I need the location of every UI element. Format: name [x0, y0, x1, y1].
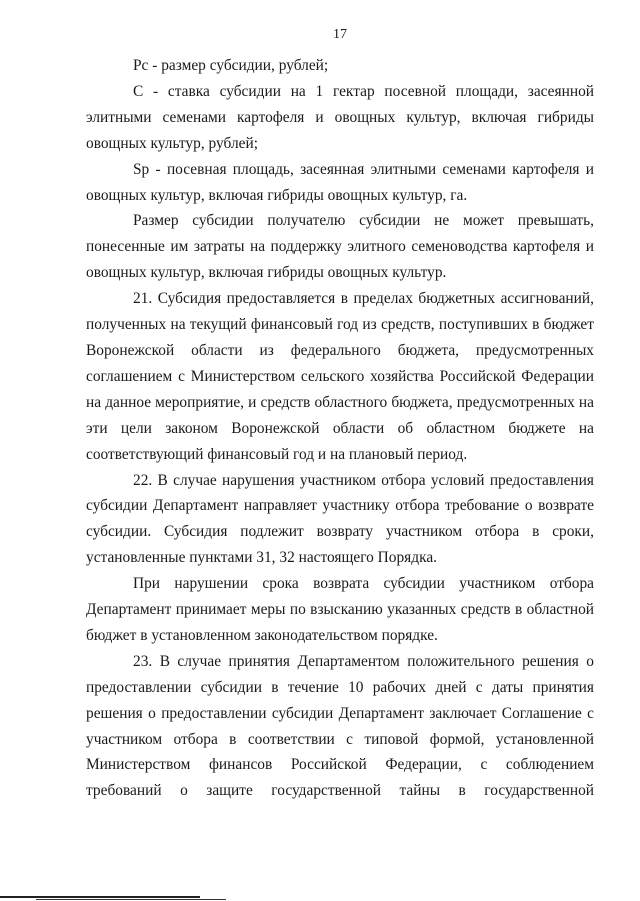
paragraph-subsidy-size-definition: Рс - размер субсидии, рублей; [133, 57, 329, 74]
paragraph-return-violation: При нарушении срока возврата субсидии участником отбора Департамент принимает меры по взысканию указанных средств в областной бюджет в установленном законодательством порядке. [86, 575, 594, 644]
paragraph-clause-23: 23. В случае принятия Департаментом положительного решения о предоставлении субсидии в течение 10 рабочих дней с даты принятия решения о предоставлении субсидии Департамент заключает Соглашение с участником отбора в соответствии с типовой формой, установленной Министерством финансов Российской Федерации, с соблюдением требований о защите государственной тайны в государственной [86, 652, 594, 800]
paragraph-sown-area-definition: Sp - посевная площадь, засеянная элитными семенами картофеля и овощных культур, включая гибриды овощных культур, га. [86, 160, 594, 204]
paragraph-clause-22: 22. В случае нарушения участником отбора условий предоставления субсидии Департамент направляет участнику отбора требование о возврате субсидии. Субсидия подлежит возврату участником отбора в сроки, установленные пунктами 31, 32 настоящего Порядка. [86, 471, 594, 567]
document-body [86, 53, 594, 804]
paragraph-subsidy-limit: Размер субсидии получателю субсидии не может превышать, понесенные им затраты на поддержку элитного семеноводства картофеля и овощных культур, включая гибриды овощных культур. [86, 212, 594, 282]
bottom-scan-rule-secondary [36, 899, 226, 900]
paragraph-clause-21: 21. Субсидия предоставляется в пределах бюджетных ассигнований, полученных на текущий финансовый год из средств, поступивших в бюджет Воронежской области из федерального бюджета, предусмотренных соглашением с Министерством сельского хозяйства Российской Федерации на данное мероприятие, и средств областного бюджета, предусмотренных на эти цели законом Воронежской области об областном бюджете на соответствующий финансовый год и на плановый период. [86, 290, 594, 463]
bottom-scan-rule [0, 896, 200, 898]
page-number: 17 [333, 27, 347, 42]
paragraph-subsidy-rate-definition: С - ставка субсидии на 1 гектар посевной площади, засеянной элитными семенами картофеля и овощных культур, включая гибриды овощных культур, рублей; [86, 82, 594, 152]
